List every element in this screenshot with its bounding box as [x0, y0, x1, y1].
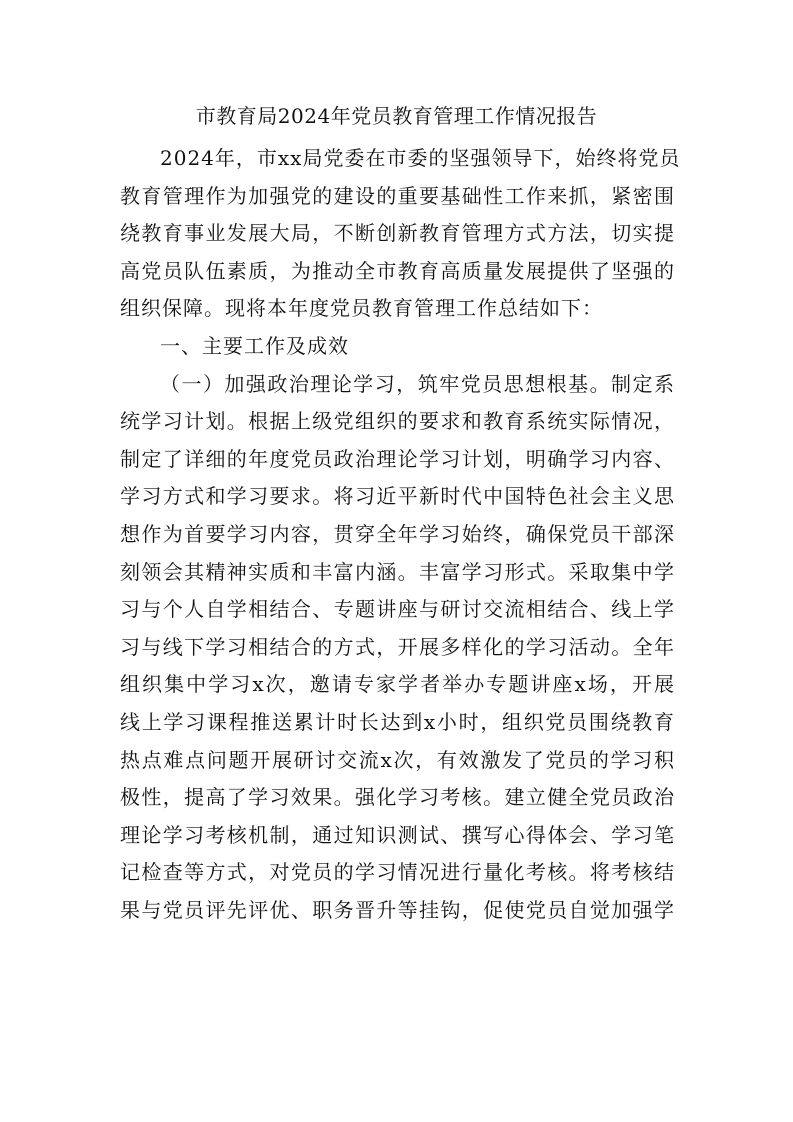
- document-title: 市教育局2024年党员教育管理工作情况报告: [195, 104, 598, 128]
- text-line: 习与线下学习相结合的方式，开展多样化的学习活动。全年: [120, 634, 675, 659]
- text-line: 绕教育事业发展大局，不断创新教育管理方式方法，切实提: [120, 221, 675, 246]
- text-line: 制定了详细的年度党员政治理论学习计划，明确学习内容、: [120, 446, 675, 471]
- section-heading: 一、主要工作及成效: [160, 333, 349, 358]
- text-line: 刻领会其精神实质和丰富内涵。丰富学习形式。采取集中学: [120, 559, 675, 584]
- text-line: 统学习计划。根据上级党组织的要求和教育系统实际情况，: [120, 409, 675, 434]
- text-line: 想作为首要学习内容，贯穿全年学习始终，确保党员干部深: [120, 521, 675, 546]
- text-line: 学习方式和学习要求。将习近平新时代中国特色社会主义思: [120, 484, 675, 509]
- text-line: 极性，提高了学习效果。强化学习考核。建立健全党员政治: [120, 785, 675, 810]
- text-line: 理论学习考核机制，通过知识测试、撰写心得体会、学习笔: [120, 822, 675, 847]
- text-line: 热点难点问题开展研讨交流x次，有效激发了党员的学习积: [120, 747, 675, 772]
- text-line: 组织保障。现将本年度党员教育管理工作总结如下：: [120, 296, 603, 321]
- text-line: （一）加强政治理论学习，筑牢党员思想根基。制定系: [160, 371, 675, 396]
- text-line: 高党员队伍素质，为推动全市教育高质量发展提供了坚强的: [120, 258, 675, 283]
- text-line: 2024年，市xx局党委在市委的坚强领导下，始终将党员: [160, 146, 681, 170]
- text-line: 果与党员评先评优、职务晋升等挂钩，促使党员自觉加强学: [120, 897, 675, 922]
- text-line: 线上学习课程推送累计时长达到x小时，组织党员围绕教育: [120, 709, 675, 734]
- text-line: 组织集中学习x次，邀请专家学者举办专题讲座x场，开展: [120, 672, 675, 697]
- document-body: [120, 140, 681, 929]
- text-line: 教育管理作为加强党的建设的重要基础性工作来抓，紧密围: [120, 183, 675, 208]
- text-line: 记检查等方式，对党员的学习情况进行量化考核。将考核结: [120, 860, 675, 885]
- text-line: 习与个人自学相结合、专题讲座与研讨交流相结合、线上学: [120, 597, 675, 622]
